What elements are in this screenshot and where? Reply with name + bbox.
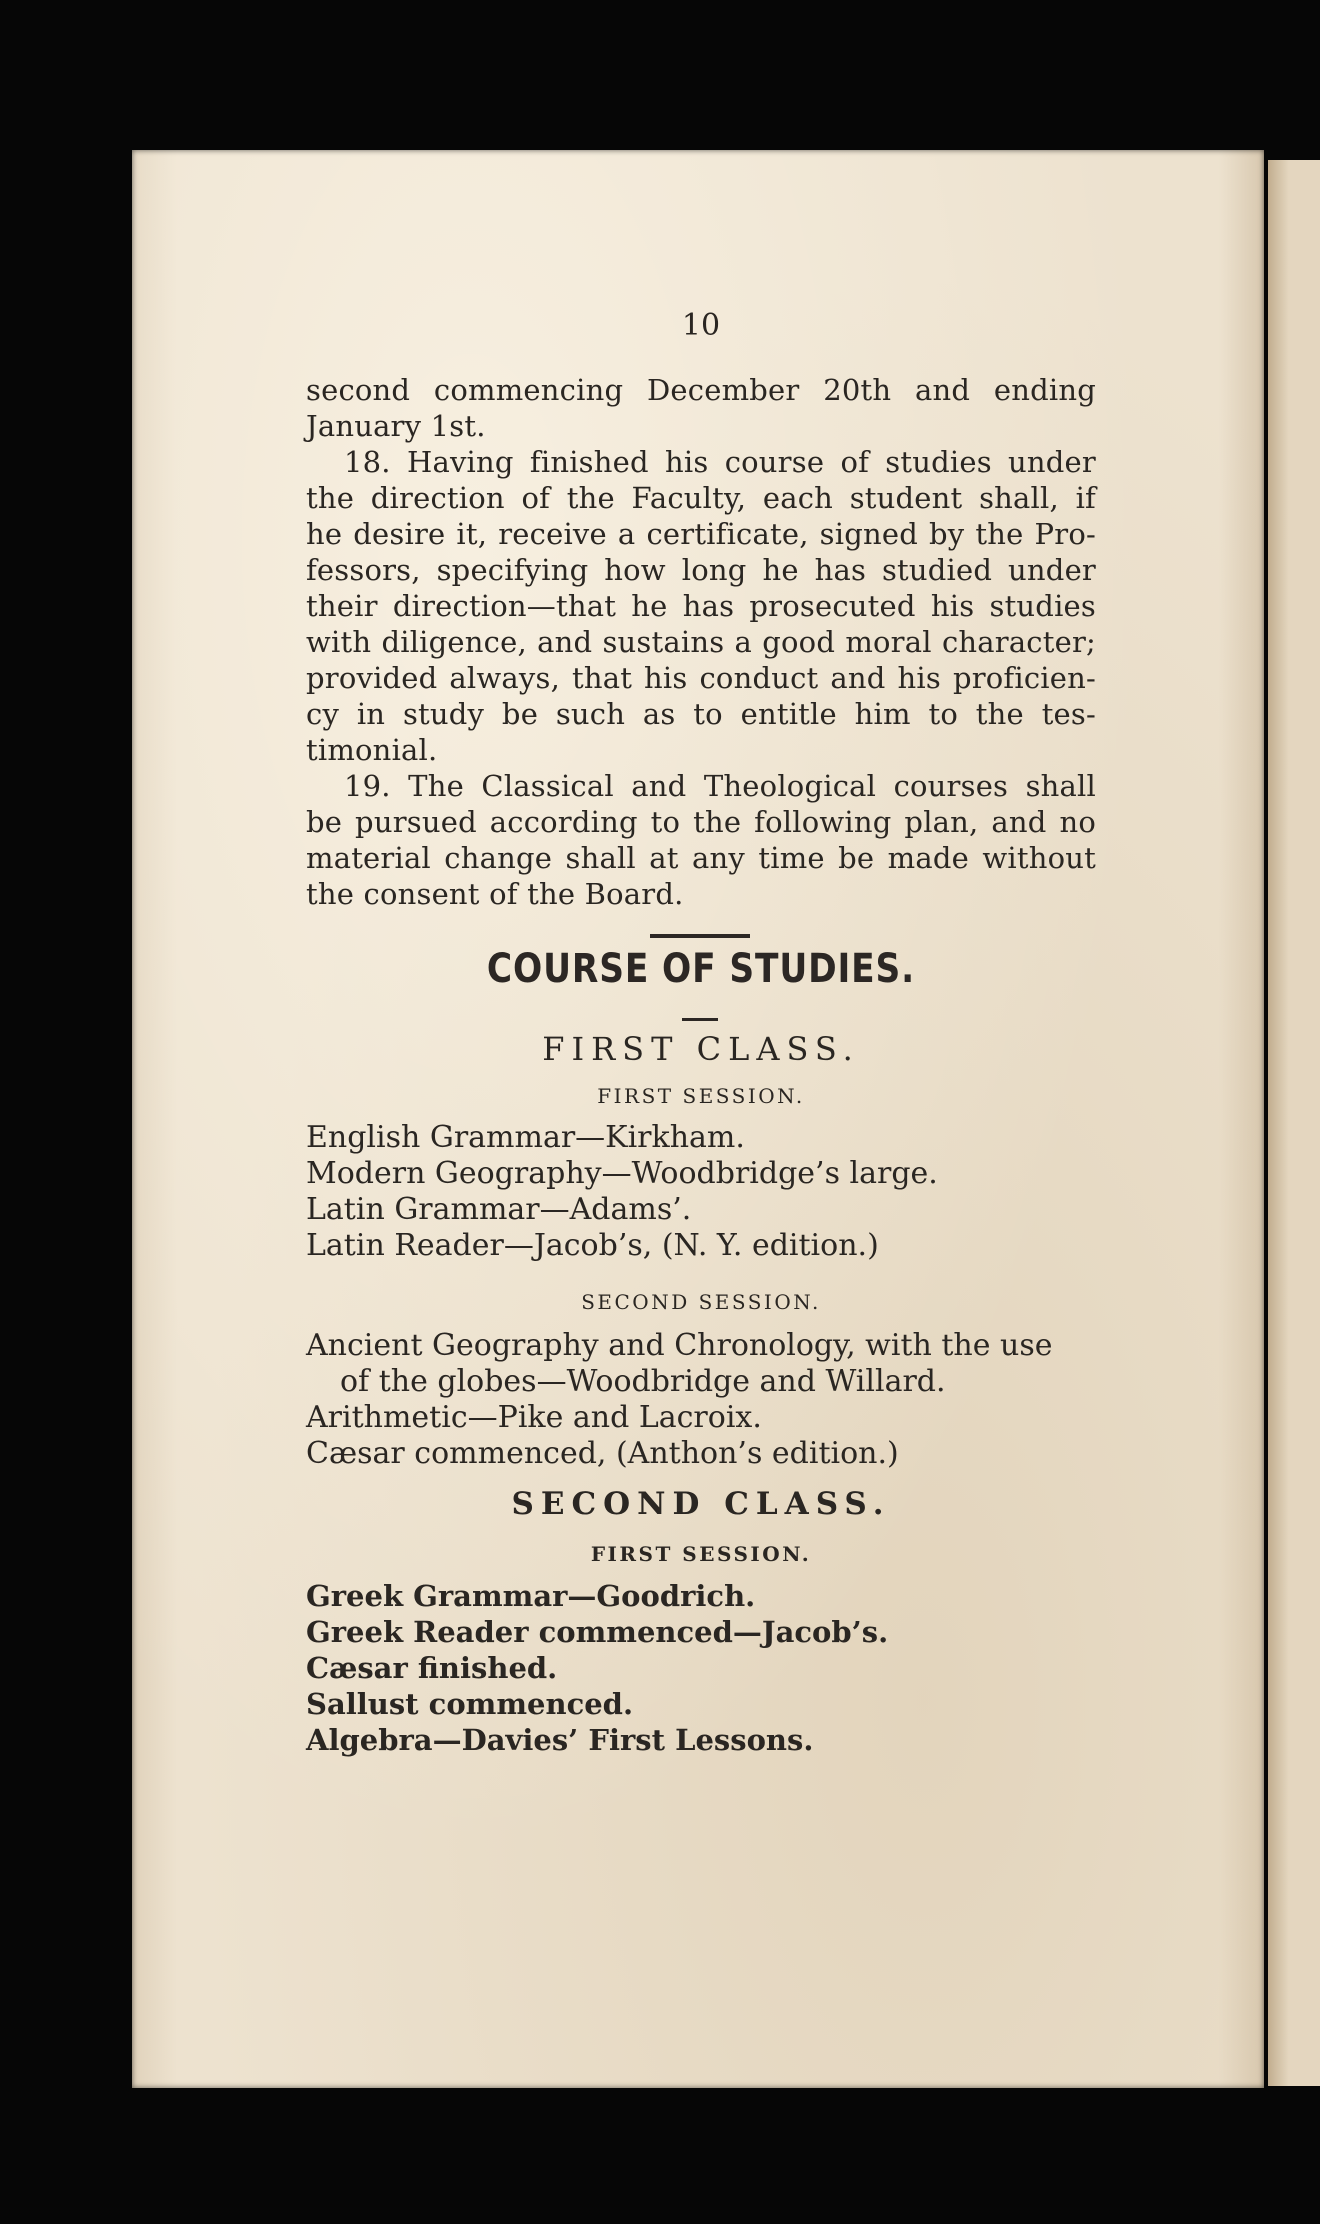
text-line: January 1st. xyxy=(306,409,486,443)
heading-rule xyxy=(650,934,750,938)
course-item: Latin Reader—Jacob’s, (N. Y. edition.) xyxy=(306,1228,879,1263)
course-item: of the globes—Woodbridge and Willard. xyxy=(340,1364,946,1399)
text-line: second commencing December 20th and ending xyxy=(306,373,1096,407)
first-session-heading: FIRST SESSION. xyxy=(590,1542,812,1566)
text-line: the direction of the Faculty, each student shall, if xyxy=(306,481,1096,515)
text-line: provided always, that his conduct and his proficien- xyxy=(306,661,1096,695)
course-item: Cæsar finished. xyxy=(306,1651,558,1685)
text-line: timonial. xyxy=(306,733,438,767)
second-class-heading: SECOND CLASS. xyxy=(511,1486,891,1522)
text-line: fessors, specifying how long he has studied under xyxy=(306,553,1096,587)
text-line: 19. The Classical and Theological courses shall xyxy=(344,769,1096,803)
page-number: 10 xyxy=(681,308,721,343)
course-title: COURSE OF STUDIES. xyxy=(486,946,916,992)
text-line: their direction—that he has prosecuted his studies xyxy=(306,589,1096,623)
course-item: English Grammar—Kirkham. xyxy=(306,1120,745,1155)
text-line: material change shall at any time be made without xyxy=(306,841,1096,875)
first-session-heading: FIRST SESSION. xyxy=(597,1084,805,1108)
text-line: with diligence, and sustains a good moral character; xyxy=(306,625,1096,659)
text-line: be pursued according to the following plan, and no xyxy=(306,805,1096,839)
first-class-heading: FIRST CLASS. xyxy=(542,1030,860,1068)
short-rule xyxy=(682,1018,718,1021)
text-line: 18. Having finished his course of studies under xyxy=(344,445,1096,479)
course-item: Ancient Geography and Chronology, with the use xyxy=(306,1328,1053,1363)
course-item: Modern Geography—Woodbridge’s large. xyxy=(306,1156,938,1191)
course-item: Latin Grammar—Adams’. xyxy=(306,1192,692,1227)
course-item: Greek Grammar—Goodrich. xyxy=(306,1579,756,1613)
text-line: the consent of the Board. xyxy=(306,877,684,911)
course-item: Arithmetic—Pike and Lacroix. xyxy=(306,1400,762,1435)
course-item: Cæsar commenced, (Anthon’s edition.) xyxy=(306,1436,899,1471)
book-page xyxy=(132,150,1264,2088)
text-line: he desire it, receive a certificate, signed by the Pro- xyxy=(306,517,1096,551)
course-item: Algebra—Davies’ First Lessons. xyxy=(306,1723,814,1757)
course-item: Sallust commenced. xyxy=(306,1687,634,1721)
second-session-heading: SECOND SESSION. xyxy=(581,1290,821,1314)
course-item: Greek Reader commenced—Jacob’s. xyxy=(306,1615,889,1649)
text-line: cy in study be such as to entitle him to the tes- xyxy=(306,697,1096,731)
facing-page-edge xyxy=(1268,160,1320,2086)
